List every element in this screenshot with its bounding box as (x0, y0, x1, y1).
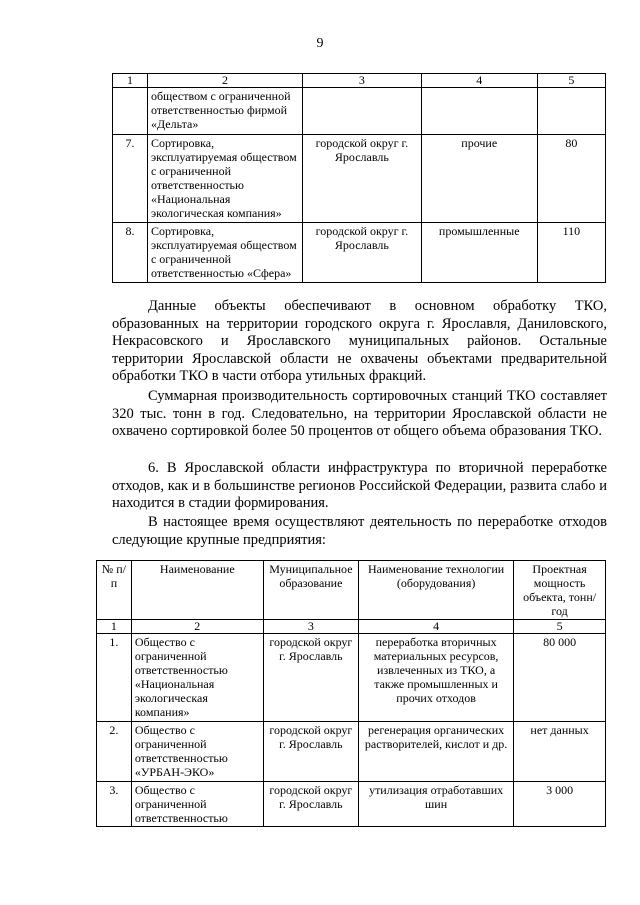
row-number: 8. (113, 223, 148, 283)
paragraph-text: 6. В Ярославской области инфраструктура по вторичной переработке отходов, как и в большинстве регионов Российской Федерации, развита слабо и находится в стадии формирования. (112, 460, 607, 512)
enterprise-name: Общество с ограниченной ответственностью (131, 782, 263, 827)
municipality: городской округ г. Ярославль (263, 722, 358, 782)
row-number: 3. (97, 782, 132, 827)
waste-type: прочие (421, 135, 537, 223)
col-number: 4 (421, 74, 537, 88)
col-number: 1 (113, 74, 148, 88)
paragraph (112, 514, 607, 549)
table-row (97, 634, 606, 722)
header-capacity: Проектная мощность объекта, тонн/год (514, 561, 606, 620)
col-number: 3 (263, 620, 358, 634)
column-numbers-row (97, 620, 606, 634)
col-number: 3 (303, 74, 422, 88)
paragraph (112, 388, 607, 441)
col-number: 1 (97, 620, 132, 634)
paragraph-text: В настоящее время осуществляют деятельность по переработке отходов следующие крупные предприятия: (112, 514, 607, 548)
paragraph (112, 460, 607, 513)
table-row (97, 722, 606, 782)
capacity (537, 88, 605, 135)
capacity: 80 (537, 135, 605, 223)
facility-name: обществом с ограниченной ответственностью фирмой «Дельта» (147, 88, 302, 135)
col-number: 4 (359, 620, 514, 634)
row-number: 7. (113, 135, 148, 223)
municipality (303, 88, 422, 135)
paragraph (112, 298, 607, 386)
sorting-facilities-table (112, 73, 606, 283)
col-number: 2 (147, 74, 302, 88)
col-number: 2 (131, 620, 263, 634)
municipality: городской округ г. Ярославль (303, 135, 422, 223)
column-numbers-row (113, 74, 606, 88)
technology: регенерация органических растворителей, кислот и др. (359, 722, 514, 782)
enterprise-name: Общество с ограниченной ответственностью «УРБАН-ЭКО» (131, 722, 263, 782)
municipality: городской округ г. Ярославль (263, 634, 358, 722)
table-header-row (97, 561, 606, 620)
waste-type: промышленные (421, 223, 537, 283)
waste-type (421, 88, 537, 135)
municipality: городской округ г. Ярославль (263, 782, 358, 827)
capacity: 3 000 (514, 782, 606, 827)
capacity: 80 000 (514, 634, 606, 722)
row-number (113, 88, 148, 135)
header-number: № п/п (97, 561, 132, 620)
row-number: 1. (97, 634, 132, 722)
capacity: нет данных (514, 722, 606, 782)
row-number: 2. (97, 722, 132, 782)
enterprise-name: Общество с ограниченной ответственностью «Национальная экологическая компания» (131, 634, 263, 722)
table-row (97, 782, 606, 827)
table-row (113, 135, 606, 223)
header-technology: Наименование технологии (оборудования) (359, 561, 514, 620)
municipality: городской округ г. Ярославль (303, 223, 422, 283)
technology: утилизация отработавших шин (359, 782, 514, 827)
capacity: 110 (537, 223, 605, 283)
page-number: 9 (316, 36, 324, 51)
table-row (113, 223, 606, 283)
technology: переработка вторичных материальных ресурсов, извлеченных из ТКО, а также промышленных и прочих отходов (359, 634, 514, 722)
table-row (113, 88, 606, 135)
facility-name: Сортировка, эксплуатируемая обществом с ограниченной ответственностью «Сфера» (147, 223, 302, 283)
paragraph-text: Данные объекты обеспечивают в основном обработку ТКО, образованных на территории городского округа г. Ярославля, Даниловского, Некрасовского и Ярославского муниципальных районов. Остальные территории Ярославской области не охвачены объектами предварительной обработки ТКО в части отбора утильных фракций. (112, 298, 607, 385)
facility-name: Сортировка, эксплуатируемая обществом с ограниченной ответственностью «Национальная экологическая компания» (147, 135, 302, 223)
header-municipality: Муниципальное образование (263, 561, 358, 620)
col-number: 5 (514, 620, 606, 634)
col-number: 5 (537, 74, 605, 88)
paragraph-text: Суммарная производительность сортировочных станций ТКО составляет 320 тыс. тонн в год. Следовательно, на территории Ярославской области не охвачено сортировкой более 50 процентов от общего объема образования ТКО. (112, 388, 607, 440)
header-name: Наименование (131, 561, 263, 620)
recycling-enterprises-table (96, 560, 606, 827)
